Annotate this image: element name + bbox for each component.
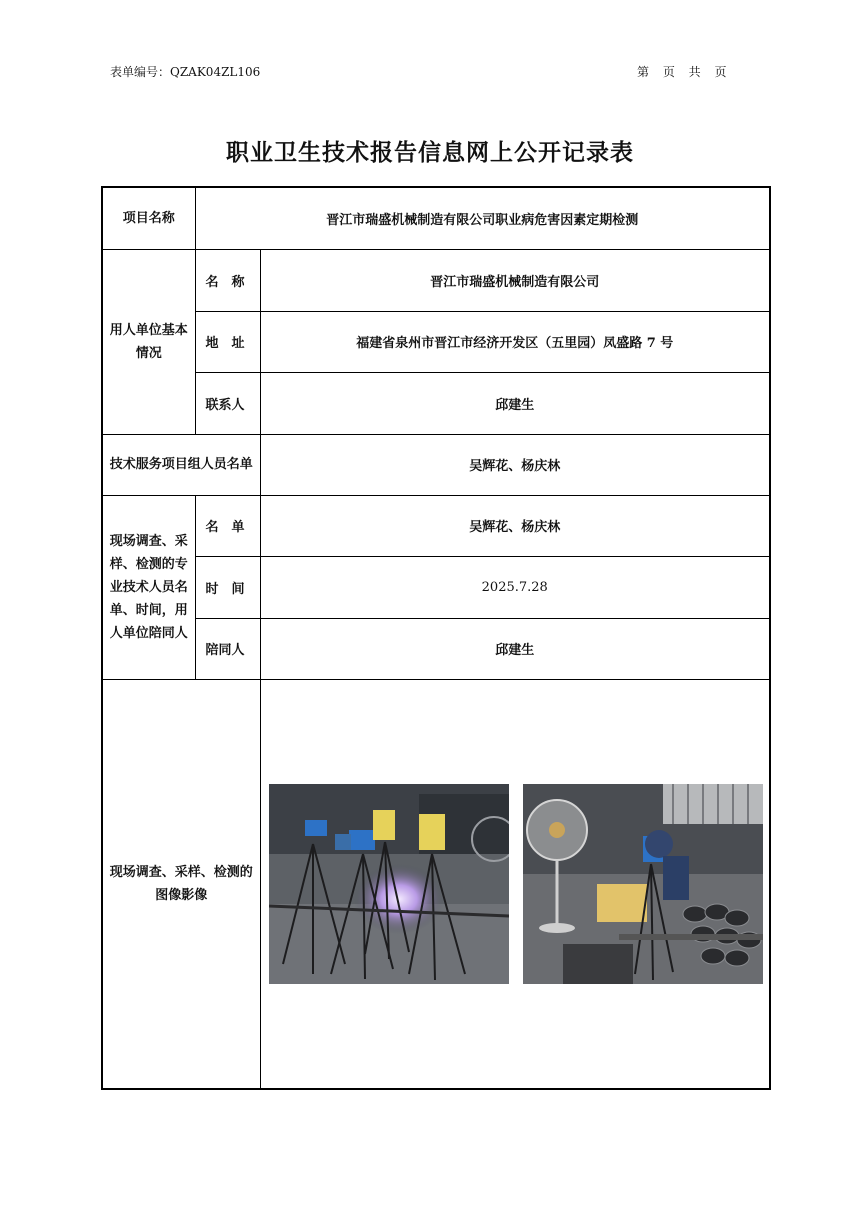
row-survey-list: [102, 495, 770, 556]
site-photo-2-graphic: [523, 784, 763, 984]
survey-companion-label: 陪同人: [195, 618, 260, 679]
row-survey-companion: [102, 618, 770, 679]
site-photo-sampling-equipment: [269, 784, 509, 984]
images-cell: [260, 679, 770, 1089]
survey-time-label: 时 间: [195, 556, 260, 618]
survey-label: 现场调查、采样、检测的专业技术人员名单、时间，用人单位陪同人: [102, 495, 195, 679]
survey-time-value: 2025.7.28: [260, 556, 770, 618]
page-title: 职业卫生技术报告信息网上公开记录表: [226, 139, 634, 166]
form-number: 表单编号：QZAK04ZL106: [110, 65, 261, 79]
row-team: [102, 434, 770, 495]
row-employer-address: [102, 311, 770, 372]
row-employer-name: [102, 249, 770, 311]
survey-list-label: 名 单: [195, 495, 260, 556]
employer-contact-label: 联系人: [195, 372, 260, 434]
team-label: 技术服务项目组人员名单: [102, 434, 260, 495]
site-photo-1-graphic: [269, 784, 509, 984]
row-employer-contact: [102, 372, 770, 434]
employer-name-value: 晋江市瑞盛机械制造有限公司: [260, 249, 770, 311]
project-name-label: 项目名称: [102, 187, 195, 249]
employer-address-label: 地 址: [195, 311, 260, 372]
page-info: 第 页 共 页: [637, 65, 727, 79]
employer-name-label: 名 称: [195, 249, 260, 311]
employer-label: 用人单位基本情况: [102, 249, 195, 434]
survey-companion-value: 邱建生: [260, 618, 770, 679]
images-label: 现场调查、采样、检测的图像影像: [102, 679, 260, 1089]
team-value: 吴辉花、杨庆林: [260, 434, 770, 495]
row-project-name: [102, 187, 770, 249]
record-table: [101, 186, 771, 1090]
survey-list-value: 吴辉花、杨庆林: [260, 495, 770, 556]
employer-address-value: 福建省泉州市晋江市经济开发区（五里园）凤盛路 7 号: [260, 311, 770, 372]
row-survey-time: [102, 556, 770, 618]
site-photo-workshop: [523, 784, 763, 984]
row-images: [102, 679, 770, 1089]
employer-contact-value: 邱建生: [260, 372, 770, 434]
photo-strip: [261, 784, 770, 984]
project-name-value: 晋江市瑞盛机械制造有限公司职业病危害因素定期检测: [195, 187, 770, 249]
